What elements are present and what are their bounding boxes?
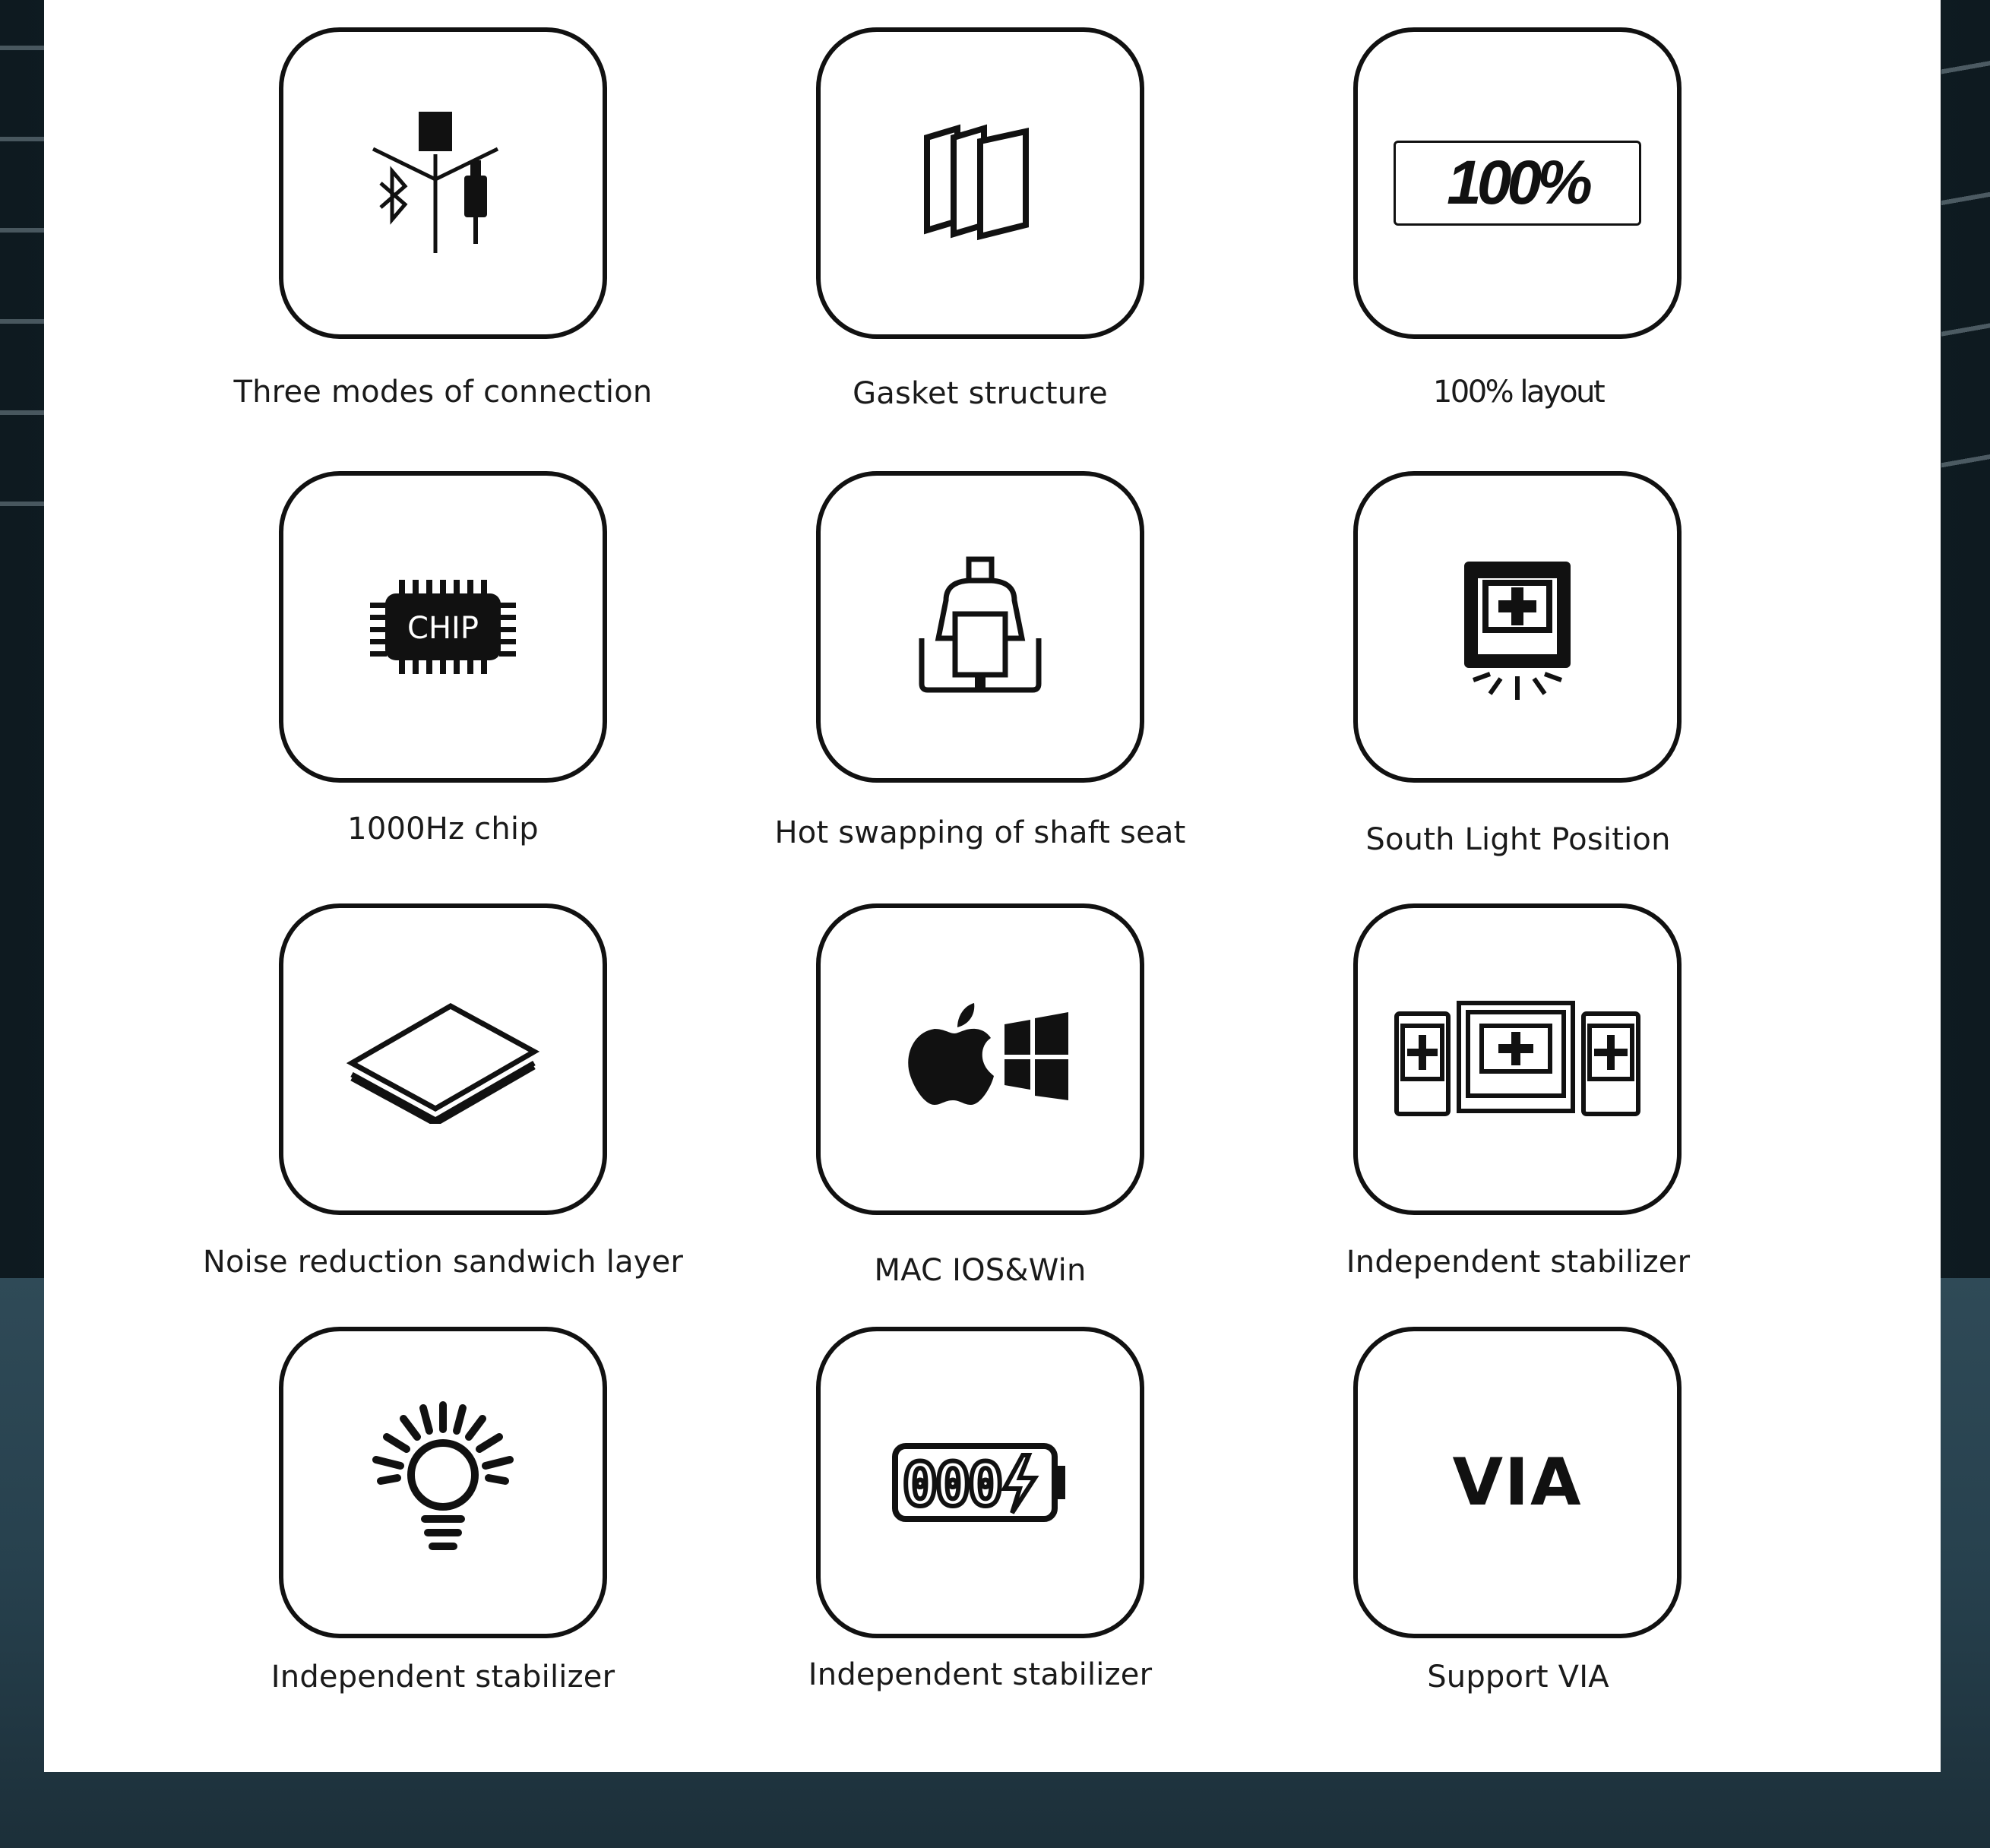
background-lines-right [1941,0,1990,532]
feature-label-lighting: Independent stabilizer [271,1660,615,1695]
feature-card-layout [1353,27,1682,339]
feature-label-south-light: South Light Position [1365,822,1671,857]
via-icon: VIA [1452,1445,1583,1520]
feature-card-sandwich [279,903,607,1215]
south-light-switch-icon [1457,551,1578,703]
feature-label-battery: Independent stabilizer [808,1657,1153,1692]
feature-card-connection [279,27,607,339]
feature-label-chip: 1000Hz chip [347,812,539,846]
light-bulb-icon [367,1399,519,1566]
sandwich-layers-icon [344,995,542,1124]
switch-socket-icon [916,555,1045,699]
battery-digits: 000 [902,1451,1001,1520]
feature-label-layout: 100% layout [1432,375,1604,410]
feature-card-lighting [279,1327,607,1638]
feature-label-hotswap: Hot swapping of shaft seat [774,815,1186,850]
background-lines-left [0,0,44,532]
feature-card-battery [816,1327,1144,1638]
chip-badge: CHIP [407,611,479,646]
feature-card-hotswap [816,471,1144,783]
connection-modes-icon [367,107,519,259]
layout-100-icon [1394,141,1641,226]
feature-label-gasket: Gasket structure [853,376,1108,411]
stabilizer-icon [1392,998,1643,1120]
feature-card-stabilizer [1353,903,1682,1215]
feature-label-connection: Three modes of connection [233,375,653,410]
feature-card-south-light [1353,471,1682,783]
chip-icon [367,551,519,703]
feature-card-chip [279,471,607,783]
feature-card-gasket [816,27,1144,339]
feature-card-via [1353,1327,1682,1638]
features-panel [44,0,1941,1772]
feature-label-via: Support VIA [1427,1660,1609,1695]
feature-label-os: MAC IOS&Win [874,1253,1087,1288]
feature-card-os [816,903,1144,1215]
gasket-layers-icon [919,115,1041,252]
layout-100-badge: 100% [1447,148,1588,217]
feature-label-sandwich: Noise reduction sandwich layer [202,1245,684,1280]
apple-windows-icon [881,998,1079,1120]
battery-icon [889,1437,1071,1528]
feature-label-stabilizer: Independent stabilizer [1346,1245,1691,1280]
